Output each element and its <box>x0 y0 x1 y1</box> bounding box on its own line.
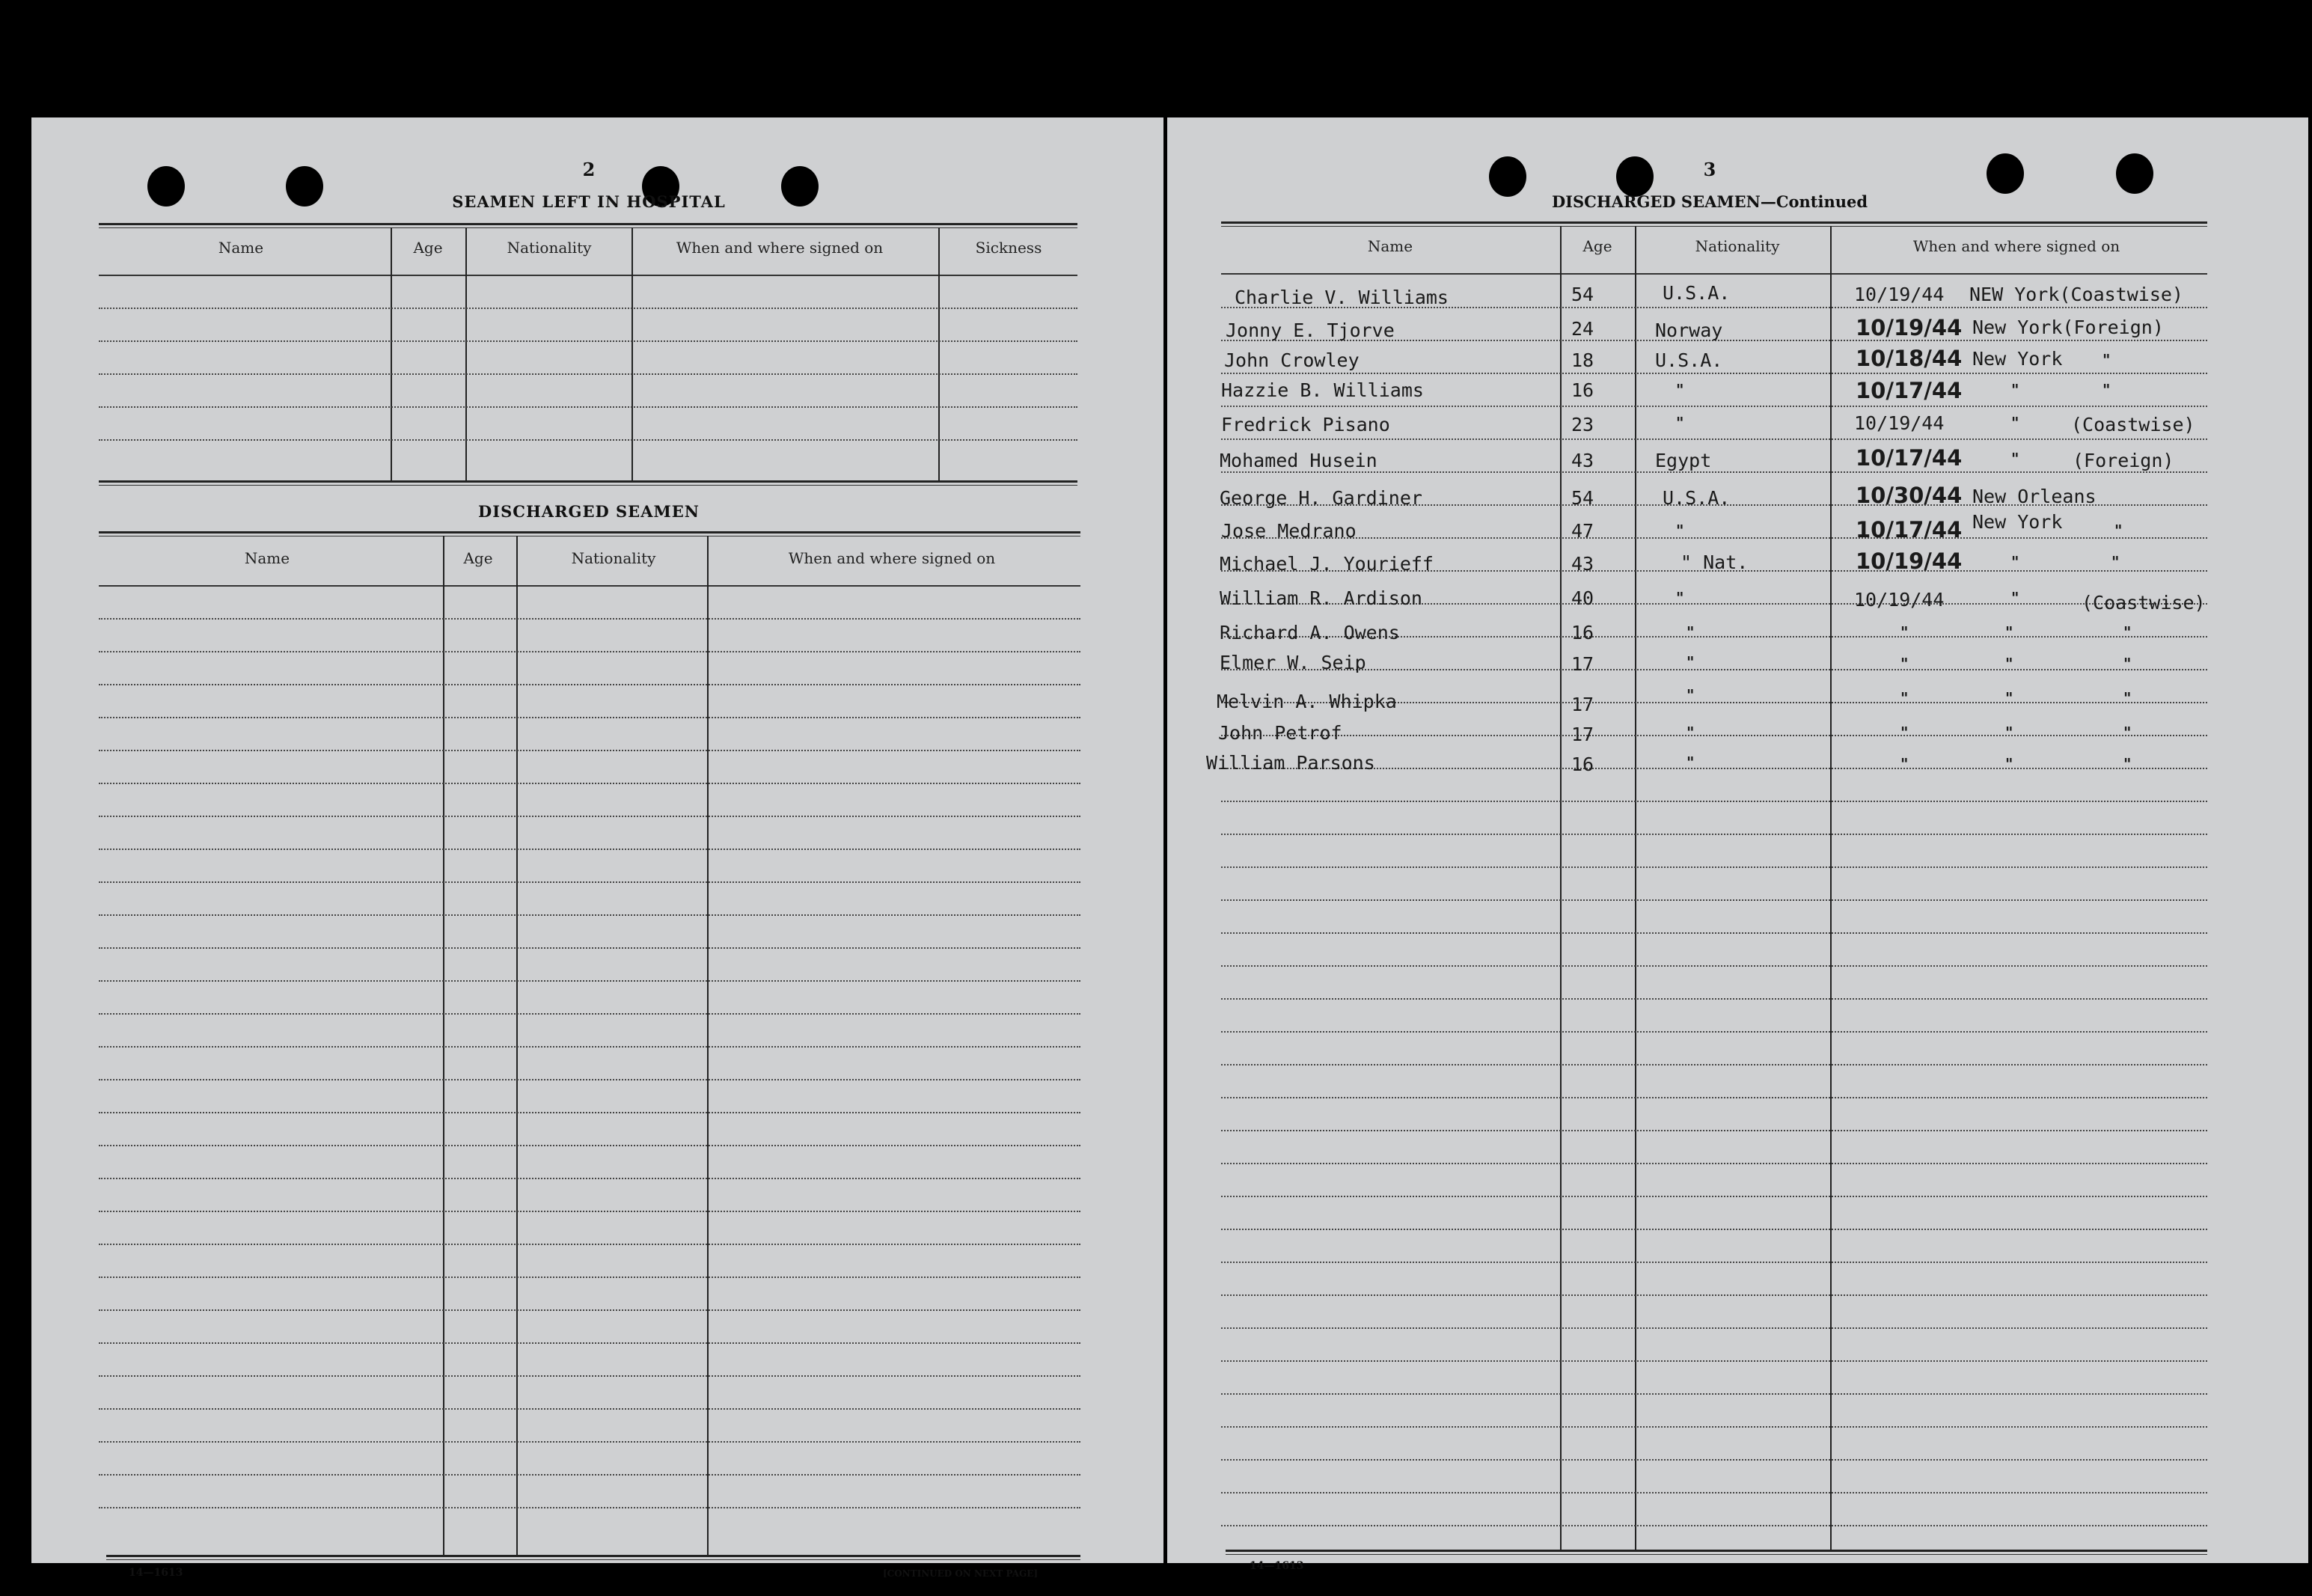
seaman-age: 23 <box>1571 414 1594 435</box>
page-number: 3 <box>1703 159 1716 180</box>
signed-on-place: NEW York(Coastwise) <box>1969 284 2183 305</box>
column-header-name: Name <box>244 549 290 567</box>
signed-on-place: (Foreign) <box>2073 450 2174 471</box>
column-header-nationality: Nationality <box>507 239 592 257</box>
seaman-age: 24 <box>1571 318 1594 340</box>
right-page <box>1167 117 2308 1572</box>
left-page <box>31 117 1163 1579</box>
signed-on-date: " <box>1900 689 1909 707</box>
column-header-name: Name <box>218 239 264 257</box>
signed-on-date: 10/17/44 <box>1856 445 1963 471</box>
seaman-nationality: U.S.A. <box>1663 282 1731 304</box>
seaman-age: 16 <box>1571 622 1594 643</box>
ditto-mark: " <box>2123 623 2132 641</box>
signed-on-date: 10/19/44 <box>1854 589 1945 611</box>
punch-hole <box>147 166 185 207</box>
signed-on-date: 10/19/44 <box>1854 284 1945 305</box>
signed-on-place: (Coastwise) <box>2071 414 2195 435</box>
column-header-age: Age <box>413 239 443 257</box>
signed-on-date: 10/17/44 <box>1856 517 1963 542</box>
seaman-age: 54 <box>1571 487 1594 509</box>
seaman-nationality: " <box>1686 724 1695 742</box>
column-header-nationality: Nationality <box>571 549 656 567</box>
column-header-signed-on: When and where signed on <box>788 549 996 567</box>
signed-on-place: " <box>2005 623 2013 641</box>
page-number: 2 <box>582 159 596 180</box>
ditto-mark: " <box>2123 689 2132 707</box>
signed-on-date: 10/19/44 <box>1854 412 1945 434</box>
seaman-age: 54 <box>1571 284 1594 305</box>
seaman-age: 17 <box>1571 653 1594 675</box>
seaman-nationality: " <box>1686 623 1695 641</box>
signed-on-place: " <box>2011 553 2019 571</box>
seaman-name: Jose Medrano <box>1221 520 1357 542</box>
ditto-mark: " <box>2102 351 2111 369</box>
signed-on-date: 10/30/44 <box>1856 483 1963 508</box>
signed-on-place: New York <box>1972 348 2063 370</box>
signed-on-date: " <box>1900 724 1909 742</box>
ditto-mark: " <box>2123 655 2132 673</box>
seaman-name: John Petrof <box>1218 722 1342 744</box>
signed-on-place: New Orleans <box>1972 486 2097 507</box>
hospital-section-title: SEAMEN LEFT IN HOSPITAL <box>452 192 726 211</box>
ditto-mark: " <box>2011 414 2019 432</box>
seaman-nationality: " <box>1676 414 1684 432</box>
seaman-age: 16 <box>1571 379 1594 401</box>
seaman-nationality: " <box>1686 686 1695 704</box>
form-number: 14—1613 <box>1250 1560 1304 1572</box>
column-header-sickness: Sickness <box>975 239 1042 257</box>
seaman-name: Michael J. Yourieff <box>1220 553 1434 575</box>
discharged-section-title: DISCHARGED SEAMEN <box>478 502 700 521</box>
seaman-nationality: Norway <box>1655 319 1723 341</box>
ditto-mark: " <box>2102 381 2111 399</box>
ditto-mark: " <box>2011 450 2019 468</box>
signed-on-date: " <box>1900 755 1909 773</box>
seaman-age: 40 <box>1571 587 1594 609</box>
seaman-name: Fredrick Pisano <box>1221 414 1390 435</box>
signed-on-date: " <box>1900 655 1909 673</box>
ditto-mark: " <box>2111 553 2120 571</box>
column-header-signed-on: When and where signed on <box>676 239 884 257</box>
punch-hole <box>286 166 323 207</box>
seaman-name: Charlie V. Williams <box>1235 287 1449 308</box>
punch-hole <box>1616 156 1654 197</box>
seaman-name: George H. Gardiner <box>1220 487 1422 509</box>
ditto-mark: " <box>2123 755 2132 773</box>
column-header-signed-on: When and where signed on <box>1912 237 2120 255</box>
seaman-name: Elmer W. Seip <box>1220 652 1366 673</box>
seaman-name: Hazzie B. Williams <box>1221 379 1424 401</box>
seaman-nationality: " <box>1676 381 1684 399</box>
seaman-nationality: " <box>1676 589 1684 607</box>
seaman-age: 17 <box>1571 724 1594 745</box>
seaman-age: 43 <box>1571 553 1594 575</box>
seaman-nationality: U.S.A. <box>1655 349 1723 371</box>
seaman-name: William R. Ardison <box>1220 587 1422 609</box>
ditto-mark: " <box>2011 589 2019 607</box>
signed-on-place: " <box>2011 381 2019 399</box>
signed-on-date: 10/18/44 <box>1856 346 1963 371</box>
column-header-nationality: Nationality <box>1695 237 1780 255</box>
signed-on-place: " <box>2005 755 2013 773</box>
seaman-nationality: " <box>1686 653 1695 671</box>
seaman-age: 43 <box>1571 450 1594 471</box>
signed-on-place: " <box>2005 689 2013 707</box>
seaman-age: 18 <box>1571 349 1594 371</box>
seaman-nationality: " Nat. <box>1681 551 1749 573</box>
seaman-name: John Crowley <box>1224 349 1360 371</box>
punch-hole <box>1489 156 1526 197</box>
seaman-name: Mohamed Husein <box>1220 450 1377 471</box>
column-header-age: Age <box>463 549 493 567</box>
seaman-age: 47 <box>1571 520 1594 542</box>
seaman-name: William Parsons <box>1206 752 1375 774</box>
signed-on-place: New York <box>1972 511 2063 533</box>
seaman-nationality: Egypt <box>1655 450 1712 471</box>
form-number: 14—1613 <box>129 1567 183 1579</box>
seaman-nationality: " <box>1686 753 1695 771</box>
signed-on-date: " <box>1900 623 1909 641</box>
punch-hole <box>781 166 819 207</box>
signed-on-place: " <box>2005 655 2013 673</box>
seaman-age: 17 <box>1571 694 1594 715</box>
seaman-nationality: U.S.A. <box>1663 487 1731 509</box>
seaman-name: Jonny E. Tjorve <box>1226 319 1395 341</box>
continued-note: [CONTINUED ON NEXT PAGE] <box>883 1568 1039 1579</box>
seaman-nationality: " <box>1676 522 1684 539</box>
signed-on-date: 10/19/44 <box>1856 548 1963 574</box>
seaman-name: Melvin A. Whipka <box>1217 691 1397 712</box>
discharged-continued-title: DISCHARGED SEAMEN—Continued <box>1551 192 1868 211</box>
signed-on-date: 10/17/44 <box>1856 378 1963 403</box>
punch-hole <box>2116 153 2153 194</box>
seaman-age: 16 <box>1571 753 1594 775</box>
signed-on-place: (Coastwise) <box>2082 592 2206 614</box>
ditto-mark: " <box>2123 724 2132 742</box>
punch-hole <box>1987 153 2024 194</box>
signed-on-place: " <box>2005 724 2013 742</box>
ditto-mark: " <box>2114 522 2123 539</box>
column-header-age: Age <box>1582 237 1612 255</box>
signed-on-date: 10/19/44 <box>1856 315 1963 340</box>
column-header-name: Name <box>1367 237 1413 255</box>
signed-on-place: New York(Foreign) <box>1972 317 2164 338</box>
seaman-name: Richard A. Owens <box>1220 622 1400 643</box>
